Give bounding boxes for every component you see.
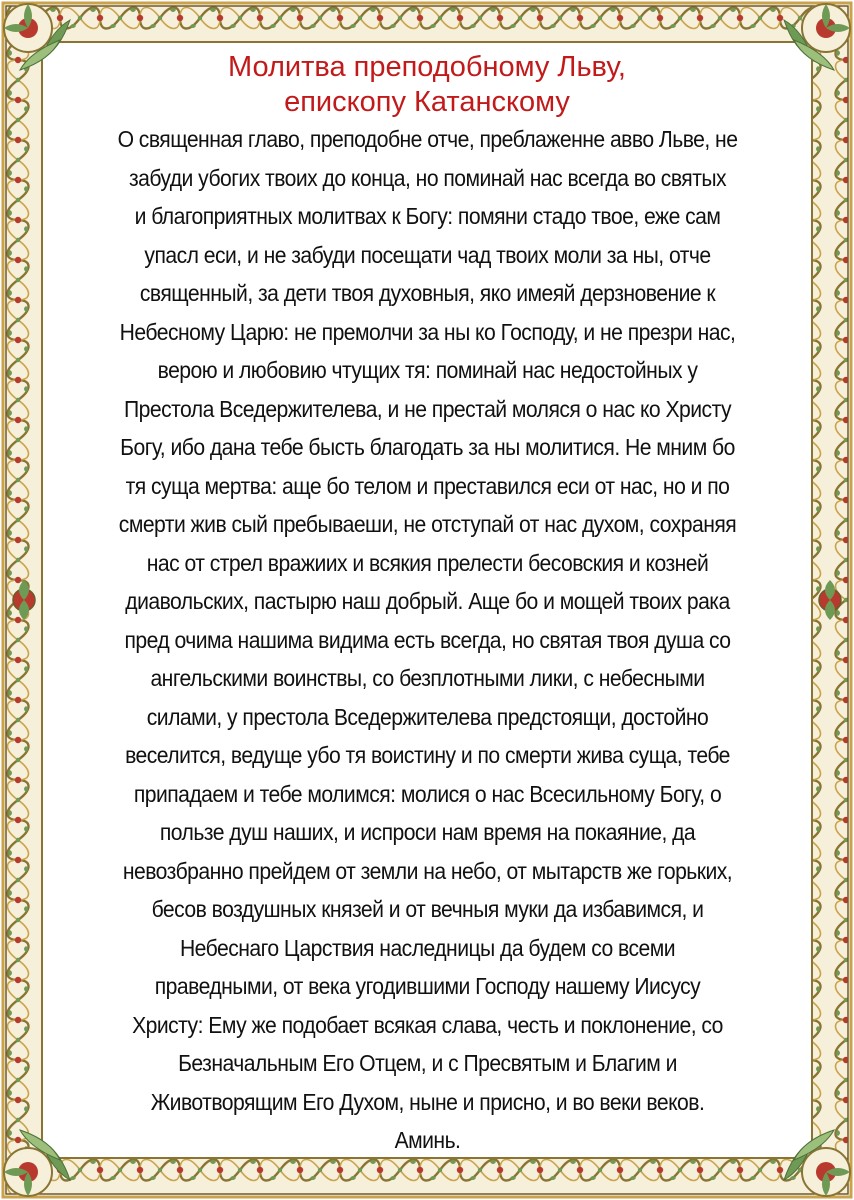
title-line: епископу Катанскому xyxy=(284,86,570,118)
prayer-title xyxy=(52,50,802,120)
prayer-line: О священная главо, преподобне отче, преблаженне авво Льве, не xyxy=(117,126,738,152)
prayer-line: диавольских, пастырю наш добрый. Аще бо и мощей твоих рака xyxy=(125,588,730,614)
prayer-line: бесов воздушных князей и от вечныя муки да избавимся, и xyxy=(151,896,704,922)
border-top-band xyxy=(6,6,848,42)
prayer-line: пред очима нашима видима есть всегда, но святая твоя душа со xyxy=(124,626,731,653)
prayer-line: Небеснаго Царствия наследницы да будем со всеми xyxy=(179,934,676,961)
prayer-line: и благоприятных молитвах к Богу: помяни стадо твое, еже сам xyxy=(134,203,721,229)
title-line: Молитва преподобному Льву, xyxy=(228,51,626,83)
prayer-line: забуди убогих твоих до конца, но поминай нас всегда во святых xyxy=(128,164,727,191)
prayer-line: упасл еси, и не забуди посещати чад твоих моли за ны, отче xyxy=(144,241,711,268)
prayer-line: смерти жив сый пребываеши, не отступай от нас духом, сохраняя xyxy=(118,511,737,537)
prayer-line: невозбранно прейдем от земли на небо, от мытарств же горьких, xyxy=(122,857,733,884)
prayer-line: силами, у престола Вседержителева предстоящи, достойно xyxy=(146,703,709,730)
prayer-line: Небесному Царю: не премолчи за ны ко Господу, и не презри нас, xyxy=(119,318,736,345)
prayer-line: верою и любовию чтущих тя: поминай нас недостойных у xyxy=(157,357,698,383)
prayer-line: Престола Вседержителева, и не престай моляся о нас ко Христу xyxy=(124,395,731,422)
prayer-line: Богу, ибо дана тебе бысть благодать за ны молитися. Не мним бо xyxy=(120,434,735,460)
prayer-line: Безначальным Его Отцем, и с Пресвятым и Благим и xyxy=(178,1050,677,1076)
prayer-line: священный, за дети твоя духовныя, яко имеяй дерзновение к xyxy=(139,280,716,306)
prayer-line: веселится, ведуще убо тя воистину и по смерти жива суща, тебе xyxy=(125,742,730,768)
prayer-line: Аминь. xyxy=(394,1127,461,1153)
prayer-text xyxy=(53,120,803,1160)
prayer-line: пользе душ наших, и испроси нам время на покаяние, да xyxy=(159,819,696,845)
prayer-line: Животворящим Его Духом, ныне и присно, и во веки веков. xyxy=(150,1088,705,1115)
prayer-line: ангельскими воинствы, со безплотными лики, с небесными xyxy=(150,665,705,691)
prayer-line: припадаем и тебе молимся: молися о нас Всесильному Богу, о xyxy=(133,780,722,807)
prayer-line: праведными, от века угодившими Господу нашему Иисусу xyxy=(154,973,701,999)
prayer-line: Христу: Ему же подобает всякая слава, честь и поклонение, со xyxy=(132,1011,723,1038)
prayer-line: нас от стрел вражиих и всякия прелести бесовския и козней xyxy=(146,549,709,576)
border-bottom-band xyxy=(6,1158,848,1194)
prayer-content xyxy=(52,50,802,1160)
prayer-line: тя суща мертва: аще бо телом и преставился еси от нас, но и по xyxy=(125,472,730,499)
